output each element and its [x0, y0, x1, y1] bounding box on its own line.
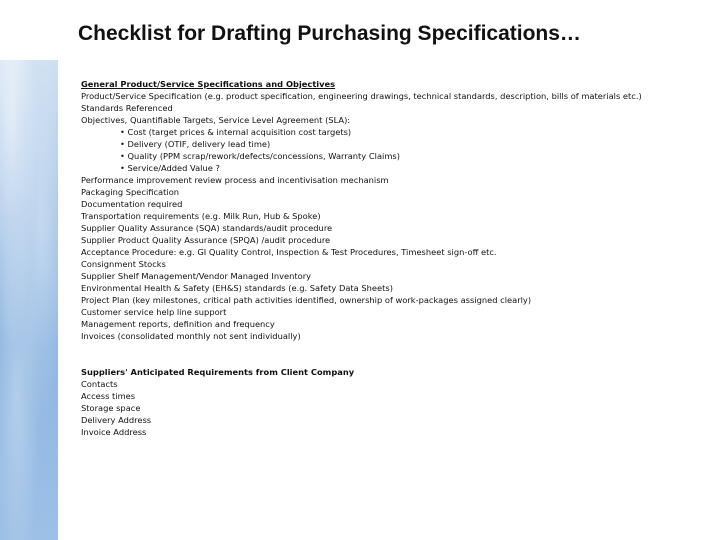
- checklist-item: Standards Referenced: [81, 103, 173, 113]
- checklist-item: Acceptance Procedure: e.g. GI Quality Control, Inspection & Test Procedures, Timesheet sign-off etc.: [81, 247, 497, 257]
- objective-sub-item: • Quality (PPM scrap/rework/defects/concessions, Warranty Claims): [120, 151, 400, 161]
- section-heading-supplier-requirements: Suppliers' Anticipated Requirements from Client Company: [81, 367, 355, 377]
- objective-sub-item: • Service/Added Value ?: [120, 163, 220, 173]
- checklist-item: Supplier Quality Assurance (SQA) standards/audit procedure: [81, 223, 333, 233]
- checklist-item: Supplier Product Quality Assurance (SPQA) /audit procedure: [81, 235, 331, 245]
- checklist-item: Documentation required: [81, 199, 183, 209]
- checklist-item: Consignment Stocks: [81, 259, 166, 269]
- requirement-item: Contacts: [81, 379, 118, 389]
- checklist-body: [81, 78, 711, 438]
- checklist-item: Product/Service Specification (e.g. product specification, engineering drawings, technical standards, description, bills of materials etc.): [81, 91, 642, 101]
- checklist-item: Performance improvement review process and incentivisation mechanism: [81, 175, 389, 185]
- requirement-item: Delivery Address: [81, 415, 152, 425]
- checklist-item: Transportation requirements (e.g. Milk Run, Hub & Spoke): [81, 211, 321, 221]
- requirement-item: Storage space: [81, 403, 141, 413]
- checklist-item: Management reports, definition and frequency: [81, 319, 275, 329]
- section-spacer: [81, 342, 711, 366]
- checklist-item: Project Plan (key milestones, critical path activities identified, ownership of work-packages assigned clearly): [81, 295, 532, 305]
- requirement-item: Access times: [81, 391, 136, 401]
- checklist-item: Invoices (consolidated monthly not sent individually): [81, 331, 301, 341]
- checklist-item: Objectives, Quantifiable Targets, Service Level Agreement (SLA):: [81, 115, 351, 125]
- slide-title: Checklist for Drafting Purchasing Specifications…: [78, 22, 581, 45]
- checklist-item: Supplier Shelf Management/Vendor Managed Inventory: [81, 271, 312, 281]
- checklist-item: Packaging Specification: [81, 187, 180, 197]
- section-heading-general: General Product/Service Specifications and Objectives: [81, 79, 336, 89]
- decorative-side-band: [0, 60, 58, 540]
- requirement-item: Invoice Address: [81, 427, 147, 437]
- objective-sub-item: • Delivery (OTIF, delivery lead time): [120, 139, 271, 149]
- checklist-item: Customer service help line support: [81, 307, 227, 317]
- objective-sub-item: • Cost (target prices & internal acquisition cost targets): [120, 127, 352, 137]
- checklist-item: Environmental Health & Safety (EH&S) standards (e.g. Safety Data Sheets): [81, 283, 393, 293]
